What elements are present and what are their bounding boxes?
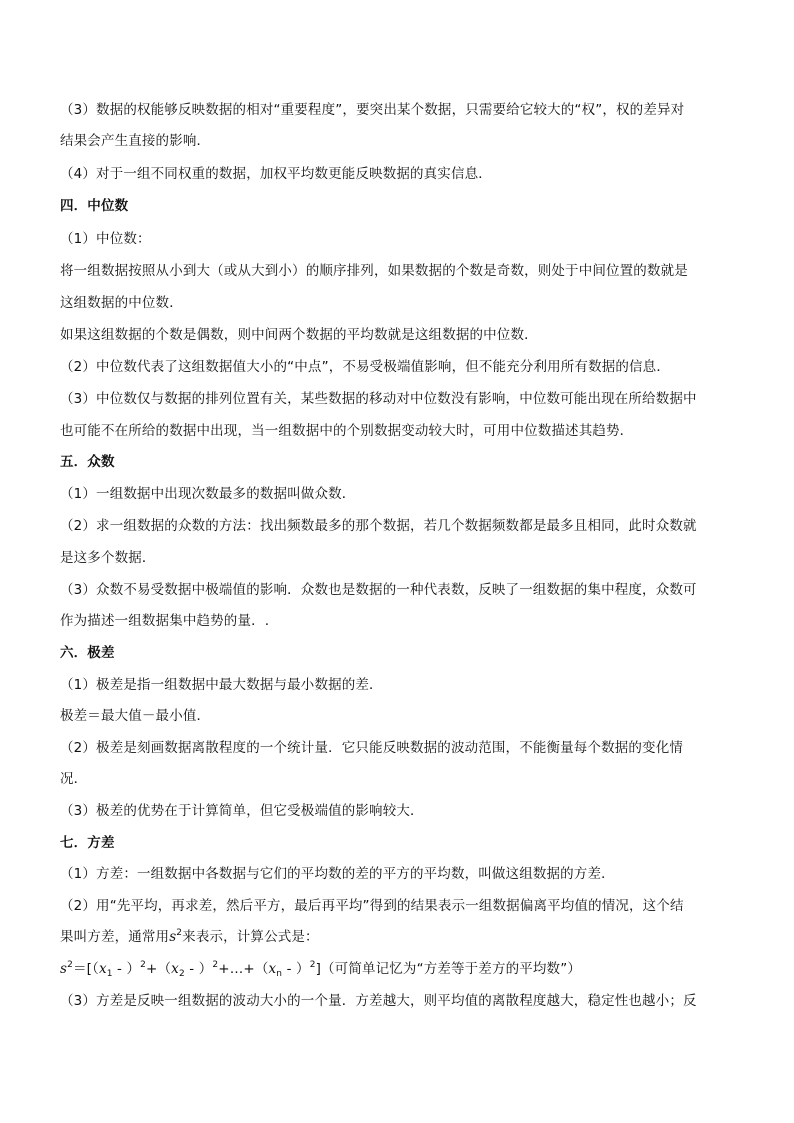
mode-item-2-line-1: （2）求一组数据的众数的方法：找出频数最多的那个数据，若几个数据频数都是最多且相同，此时众数就 (60, 518, 697, 534)
mode-item-2-line-2: 是这多个数据． (60, 550, 156, 566)
median-item-2: （2）中位数代表了这组数据值大小的“中点”，不易受极端值影响，但不能充分利用所有数据的信息． (60, 359, 670, 375)
formula-term2-square: 2 (212, 960, 219, 970)
formula-eq-open: ＝[（ (72, 961, 99, 977)
median-item-3-line-2: 也可能不在所给的数据中出现，当一组数据中的个别数据变动较大时，可用中位数描述其趋势． (60, 423, 634, 439)
variance-formula (60, 959, 581, 979)
formula-close: ] (315, 961, 322, 977)
formula-term2-close: - ） (184, 961, 213, 977)
range-item-2-line-2: 况． (60, 771, 88, 787)
formula-s: s (60, 961, 68, 977)
variance-item-2-text-before: 果叫方差，通常用 (60, 929, 170, 945)
variance-item-2-line-1: （2）用“先平均，再求差，然后平方，最后再平均”得到的结果表示一组数据偏离平均值的情况，这个结 (60, 898, 684, 914)
range-formula: 极差＝最大值－最小值． (60, 708, 211, 724)
formula-x1-subscript: 1 (106, 969, 113, 979)
median-item-1-line-1: 将一组数据按照从小到大（或从大到小）的顺序排列，如果数据的个数是奇数，则处于中间位置的数就是 (60, 263, 688, 279)
median-item-1-label: （1）中位数： (60, 231, 151, 247)
median-item-3-line-1: （3）中位数仅与数据的排列位置有关，某些数据的移动对中位数没有影响，中位数可能出现在所给数据中 (60, 391, 697, 407)
formula-xn: x (268, 961, 277, 977)
formula-xn-subscript: n (276, 969, 283, 979)
mode-item-3-line-1: （3）众数不易受数据中极端值的影响．众数也是数据的一种代表数，反映了一组数据的集中程度，众数可 (60, 582, 697, 598)
formula-plus-open: +（ (146, 961, 172, 977)
formula-term1-close: - ） (112, 961, 141, 977)
formula-termn-close: - ） (282, 961, 310, 977)
range-item-1: （1）极差是指一组数据中最大数据与最小数据的差． (60, 677, 383, 693)
variance-item-1: （1）方差：一组数据中各数据与它们的平均数的差的平方的平均数，叫做这组数据的方差． (60, 866, 615, 882)
variance-item-3: （3）方差是反映一组数据的波动大小的一个量．方差越大，则平均值的离散程度越大，稳定性也越小；反 (60, 993, 697, 1009)
formula-term1-square: 2 (140, 960, 147, 970)
section-heading-variance: 七．方差 (60, 835, 115, 851)
formula-s-exponent: 2 (67, 960, 73, 970)
formula-x2-subscript: 2 (178, 969, 185, 979)
weight-item-3-line-1: （3）数据的权能够反映数据的相对“重要程度”，要突出某个数据，只需要给它较大的“权”，权的差异对 (60, 102, 685, 118)
mode-item-1: （1）一组数据中出现次数最多的数据叫做众数． (60, 486, 356, 502)
formula-x2: x (171, 961, 179, 977)
variance-item-2-line-2 (60, 927, 319, 947)
section-heading-range: 六．极差 (60, 645, 115, 661)
section-heading-median: 四．中位数 (60, 198, 129, 214)
mode-item-3-line-2: 作为描述一组数据集中趋势的量．. (60, 613, 270, 629)
weight-item-4: （4）对于一组不同权重的数据，加权平均数更能反映数据的真实信息． (60, 166, 492, 182)
formula-dots-open: +…+（ (218, 961, 269, 977)
range-item-2-line-1: （2）极差是刻画数据离散程度的一个统计量．它只能反映数据的波动范围，不能衡量每个数据的变化情 (60, 740, 683, 756)
range-item-3: （3）极差的优势在于计算简单，但它受极端值的影响较大． (60, 803, 424, 819)
section-heading-mode: 五．众数 (60, 454, 115, 470)
median-item-1-line-3: 如果这组数据的个数是偶数，则中间两个数据的平均数就是这组数据的中位数． (60, 327, 538, 343)
variance-symbol: s (169, 929, 177, 945)
formula-note: （可简单记忆为“方差等于差方的平均数”） (321, 961, 582, 977)
formula-termn-square: 2 (309, 960, 316, 970)
formula-x1: x (98, 961, 107, 977)
weight-item-3-line-2: 结果会产生直接的影响． (60, 133, 211, 149)
median-item-1-line-2: 这组数据的中位数． (60, 295, 183, 311)
variance-exponent: 2 (176, 928, 183, 938)
variance-item-2-text-after: 来表示，计算公式是： (182, 929, 319, 945)
